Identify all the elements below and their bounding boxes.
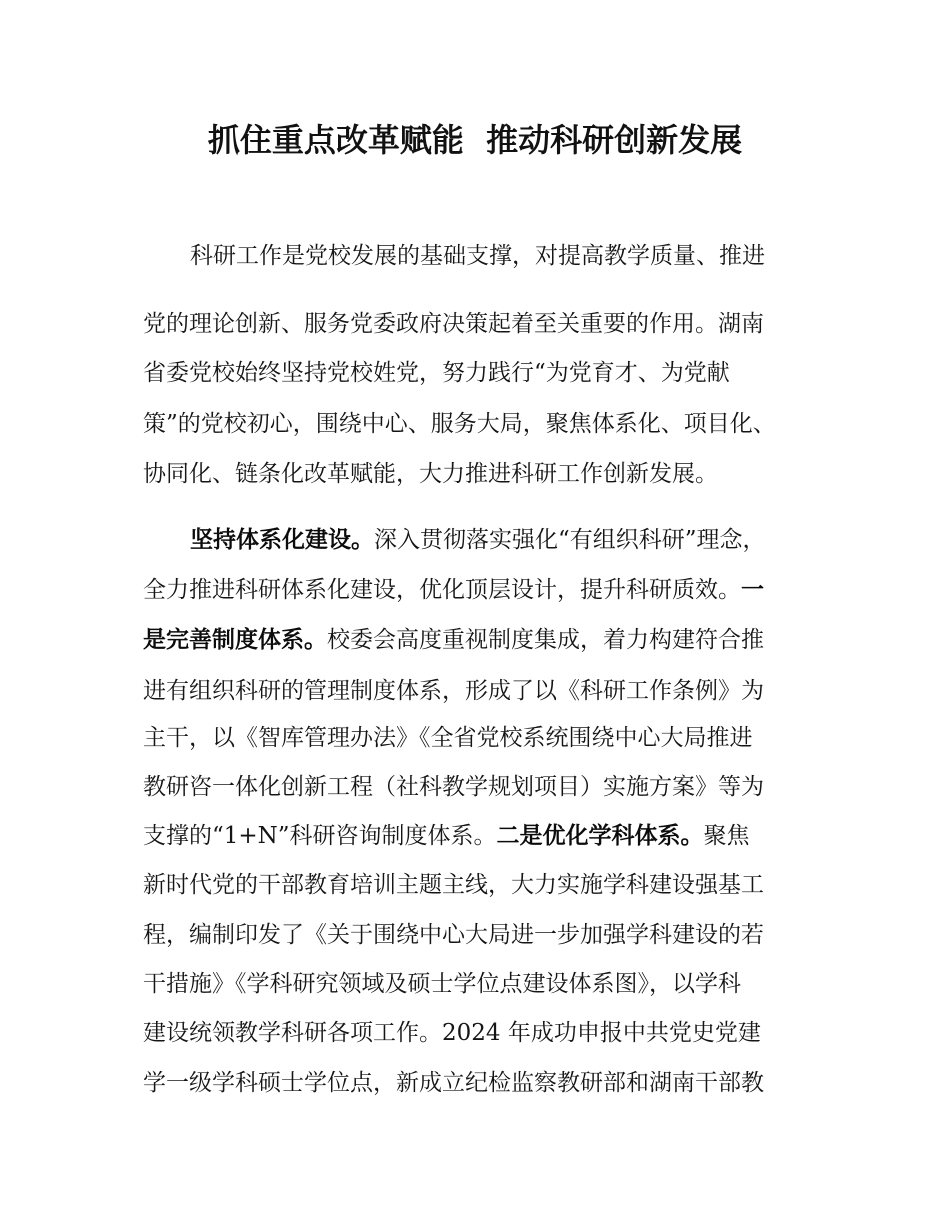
paragraph-2-line-1 (190, 520, 766, 560)
paragraph-1-line-2: 党的理论创新、服务党委政府决策起着至关重要的作用。湖南 (143, 311, 764, 337)
paragraph-1-line-4: 策”的党校初心，围绕中心、服务大局，聚焦体系化、项目化、 (143, 411, 776, 437)
paragraph-2-line-4: 进有组织科研的管理制度体系，形成了以《科研工作条例》为 (143, 678, 764, 704)
paragraph-2-line-6: 教研咨一体化创新工程（社科教学规划项目）实施方案》等为 (143, 774, 764, 800)
paragraph-1-line-3: 省委党校始终坚持党校姓党，努力践行“为党育才、为党献 (143, 360, 730, 386)
document-title: 抓住重点改革赋能 推动科研创新发展 (207, 121, 743, 159)
paragraph-2-line-2-text: 全力推进科研体系化建设，优化顶层设计，提升科研质效。 (143, 577, 741, 603)
point-two-heading: 二是优化学科体系。 (496, 823, 704, 849)
paragraph-2-line-9: 程，编制印发了《关于围绕中心大局进一步加强学科建设的若 (143, 922, 764, 948)
paragraph-2-line-8: 新时代党的干部教育培训主题主线，大力实施学科建设强基工 (143, 872, 764, 898)
paragraph-2-line-1-text: 深入贯彻落实强化“有组织科研”理念， (374, 527, 766, 553)
paragraph-2-line-7-tail: 聚焦 (703, 823, 750, 849)
paragraph-2-line-7 (143, 816, 750, 856)
point-one-heading-start: 一 (741, 577, 764, 603)
point-one-heading: 是完善制度体系。 (143, 627, 327, 653)
paragraph-2-line-10: 干措施》《学科研究领域及硕士学位点建设体系图》，以学科 (143, 971, 741, 997)
paragraph-2-line-7-text: 支撑的“1+N”科研咨询制度体系。 (143, 823, 497, 849)
section-heading-system: 坚持体系化建设。 (190, 527, 374, 553)
paragraph-1-line-1: 科研工作是党校发展的基础支撑，对提高教学质量、推进 (190, 243, 765, 269)
paragraph-1-line-5: 协同化、链条化改革赋能，大力推进科研工作创新发展。 (143, 461, 718, 487)
paragraph-2-line-3-text: 校委会高度重视制度集成，着力构建符合推 (327, 627, 764, 653)
paragraph-2-line-3 (143, 620, 764, 660)
paragraph-2-line-5: 主干，以《智库管理办法》《全省党校系统围绕中心大局推进 (143, 725, 753, 751)
paragraph-2-line-11: 建设统领教学科研各项工作。2024 年成功申报中共党史党建 (143, 1020, 761, 1046)
paragraph-2-line-2 (143, 570, 764, 610)
paragraph-2-line-12: 学一级学科硕士学位点，新成立纪检监察教研部和湖南干部教 (143, 1070, 764, 1096)
